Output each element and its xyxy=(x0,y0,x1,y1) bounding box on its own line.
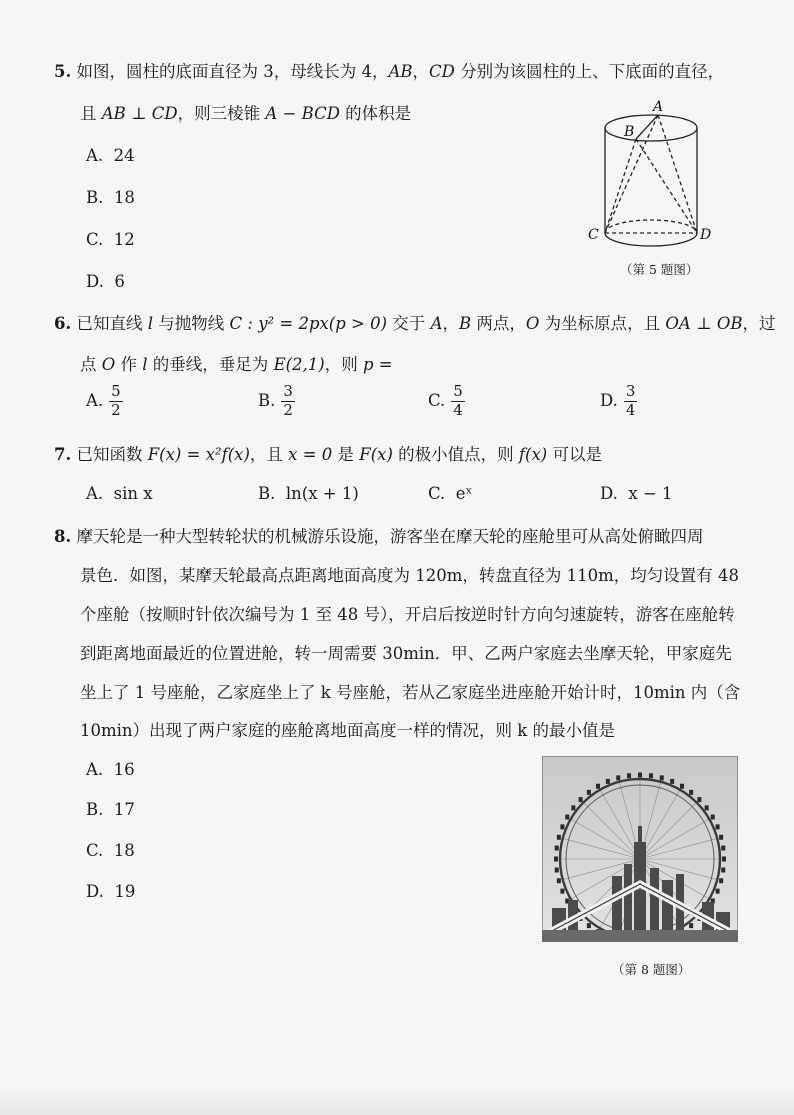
q7-option-d[interactable] xyxy=(600,484,673,503)
option-letter: A. xyxy=(86,390,104,410)
q6-line1 xyxy=(54,314,776,334)
q6-text: 两点， xyxy=(471,314,526,333)
wheel-cabin xyxy=(571,805,575,810)
q5-text: 且 xyxy=(80,104,102,123)
wheel-cabin xyxy=(721,867,725,872)
q6-math: O xyxy=(525,314,540,333)
wheel-cabin xyxy=(587,790,591,795)
q7-line1 xyxy=(54,445,602,465)
q6-text: 作 xyxy=(115,355,143,374)
fraction-denominator: 2 xyxy=(283,400,293,419)
wheel-cabin xyxy=(638,773,642,778)
q6-text: ，过 xyxy=(742,314,776,333)
q6-text: ，则 xyxy=(324,355,363,374)
q7-option-c[interactable] xyxy=(428,484,473,503)
q8-line3: 个座舱（按顺时针依次编号为 1 至 48 号），开启后按逆时针方向匀速旋转，游客在座舱转 xyxy=(80,605,735,624)
wheel-cabin xyxy=(560,824,564,829)
option-value: 17 xyxy=(113,800,135,819)
q8-line5: 坐上了 1 号座舱，乙家庭坐上了 k 号座舱，若从乙家庭坐进座舱开始计时，10min 内（含 xyxy=(80,683,741,702)
q6-option-c[interactable] xyxy=(428,384,465,419)
q8-line1 xyxy=(54,527,703,547)
q7-text: 已知函数 xyxy=(76,445,148,464)
option-value: x − 1 xyxy=(628,484,673,503)
wheel-cabin xyxy=(716,889,720,894)
option-letter: B. xyxy=(258,390,276,410)
page-bottom-edge xyxy=(0,1090,794,1115)
q6-text: 交于 xyxy=(387,314,431,333)
q6-line2 xyxy=(80,355,393,375)
wheel-cabin xyxy=(719,835,723,840)
fraction-denominator: 2 xyxy=(111,400,121,419)
q6-math: B xyxy=(458,314,472,333)
wheel-cabin xyxy=(557,835,561,840)
q8-text: 摩天轮是一种大型转轮状的机械游乐设施，游客坐在摩天轮的座舱里可从高处俯瞰四周 xyxy=(76,527,704,546)
wheel-cabin xyxy=(721,846,725,851)
q6-math: A xyxy=(430,314,443,333)
wheel-cabin xyxy=(711,815,715,820)
q8-number: 8. xyxy=(54,527,72,546)
q8-option-a[interactable] xyxy=(86,760,135,779)
option-letter: D. xyxy=(600,484,618,503)
option-value: sin x xyxy=(113,484,153,503)
q6-text: 为坐标原点，且 xyxy=(539,314,666,333)
option-letter: C. xyxy=(86,230,104,249)
q6-option-a[interactable] xyxy=(86,384,123,419)
q5-line2 xyxy=(80,104,411,124)
wheel-cabin xyxy=(660,775,664,780)
option-letter: B. xyxy=(86,800,104,819)
wheel-cabin xyxy=(689,923,693,928)
option-letter: B. xyxy=(86,188,104,207)
wheel-cabin xyxy=(565,815,569,820)
q6-option-b[interactable] xyxy=(258,384,295,419)
wheel-cabin xyxy=(555,867,559,872)
q5-option-b[interactable] xyxy=(86,188,135,207)
option-fraction xyxy=(451,384,465,419)
label-b: B xyxy=(624,124,635,140)
wheel-cabin xyxy=(554,857,558,862)
q8-line6: 10min）出现了两户家庭的座舱离地面高度一样的情况，则 k 的最小值是 xyxy=(80,721,616,740)
option-fraction xyxy=(109,384,123,419)
fraction-numerator: 3 xyxy=(625,382,636,400)
q7-math: F(x) xyxy=(359,445,393,464)
q5-text: 分别为该圆柱的上、下底面的直径， xyxy=(454,62,725,81)
option-letter: A. xyxy=(86,760,104,779)
wheel-cabin xyxy=(716,824,720,829)
ferris-wheel-photo xyxy=(542,756,738,942)
fraction-denominator: 4 xyxy=(453,400,463,419)
q5-text: ，则三棱锥 xyxy=(177,104,266,123)
q8-line4: 到距离地面最近的位置进舱，转一周需要 30min．甲、乙两户家庭去坐摩天轮，甲家庭先 xyxy=(80,644,732,663)
segment-ad xyxy=(658,115,697,233)
option-letter: B. xyxy=(258,484,276,503)
option-letter: C. xyxy=(428,484,446,503)
q5-line1 xyxy=(54,62,724,82)
bottom-back-arc xyxy=(605,220,697,233)
q7-math: F(x) = x²f(x) xyxy=(147,445,250,464)
q5-math: A − BCD xyxy=(265,104,340,123)
q6-text: 的垂线，垂足为 xyxy=(147,355,274,374)
cylinder-figure xyxy=(584,96,724,251)
option-value: 16 xyxy=(113,760,135,779)
option-letter: A. xyxy=(86,146,104,165)
option-fraction xyxy=(281,384,295,419)
fraction-numerator: 5 xyxy=(453,382,463,400)
option-value: 18 xyxy=(113,841,135,860)
segment-ab xyxy=(636,115,658,139)
segment-bc xyxy=(605,139,636,233)
wheel-cabin xyxy=(616,775,620,780)
q8-option-d[interactable] xyxy=(86,882,135,901)
wheel-cabin xyxy=(705,805,709,810)
label-a: A xyxy=(653,99,664,115)
wheel-cabin xyxy=(606,779,610,784)
wheel-cabin xyxy=(680,784,684,789)
label-c: C xyxy=(588,227,599,243)
option-letter: D. xyxy=(86,272,104,291)
q7-text: 的极小值点，则 xyxy=(392,445,519,464)
q5-math: AB ⊥ CD xyxy=(101,104,178,123)
wheel-cabin xyxy=(587,923,591,928)
option-value: ln(x + 1) xyxy=(285,484,359,503)
option-letter: D. xyxy=(600,390,618,410)
q7-text: ，且 xyxy=(249,445,289,464)
top-ellipse xyxy=(605,115,697,141)
q6-text: 与抛物线 xyxy=(153,314,230,333)
bottom-front-arc xyxy=(605,233,697,246)
option-value: 24 xyxy=(113,146,135,165)
wheel-cabin xyxy=(722,857,726,862)
option-letter: C. xyxy=(428,390,446,410)
q8-option-b[interactable] xyxy=(86,800,135,819)
q7-text: 可以是 xyxy=(547,445,602,464)
q5-math: CD xyxy=(429,62,455,81)
q8-figure-caption: （第 8 题图） xyxy=(612,962,691,977)
q6-math: l xyxy=(147,314,154,333)
q6-math: O xyxy=(101,355,116,374)
option-letter: C. xyxy=(86,841,104,860)
q6-text: 点 xyxy=(80,355,102,374)
fraction-numerator: 3 xyxy=(283,382,293,400)
q5-figure-caption: （第 5 题图） xyxy=(620,262,699,277)
q6-math: C : y² = 2px(p > 0) xyxy=(229,314,388,333)
wheel-cabin xyxy=(557,878,561,883)
option-value: 12 xyxy=(113,230,135,249)
option-value: eˣ xyxy=(455,484,473,503)
q5-number: 5. xyxy=(54,62,72,81)
wheel-cabin xyxy=(627,773,631,778)
q5-text: 如图，圆柱的底面直径为 3，母线长为 4， xyxy=(76,62,389,81)
q5-option-d[interactable] xyxy=(86,272,125,291)
q6-text: = xyxy=(373,355,393,374)
wheel-cabin xyxy=(689,790,693,795)
ground xyxy=(542,930,738,942)
q5-option-c[interactable] xyxy=(86,230,135,249)
q8-line2: 景色．如图，某摩天轮最高点距离地面高度为 120m，转盘直径为 110m，均匀设置有 48 xyxy=(80,566,740,585)
q7-option-a[interactable] xyxy=(86,484,153,503)
q5-math: AB xyxy=(388,62,413,81)
q7-math: x = 0 xyxy=(288,445,333,464)
label-d: D xyxy=(700,227,712,243)
q6-math: p xyxy=(362,355,374,374)
fraction-denominator: 4 xyxy=(625,400,636,419)
option-value: 6 xyxy=(114,272,125,291)
fraction-numerator: 5 xyxy=(111,382,121,400)
wheel-cabin xyxy=(560,889,564,894)
q6-math: l xyxy=(142,355,148,374)
q6-text: 已知直线 xyxy=(76,314,148,333)
q7-number: 7. xyxy=(54,445,72,464)
wheel-cabin xyxy=(579,797,583,802)
q7-option-b[interactable] xyxy=(258,484,359,503)
q6-option-d[interactable] xyxy=(600,384,637,419)
wheel-cabin xyxy=(649,773,653,778)
q6-math: E(2,1) xyxy=(273,355,325,374)
wheel-cabin xyxy=(596,784,600,789)
wheel-cabin xyxy=(555,846,559,851)
q6-number: 6. xyxy=(54,314,72,333)
q6-text: ， xyxy=(442,314,459,333)
option-letter: A. xyxy=(86,484,104,503)
wheel-cabin xyxy=(670,779,674,784)
option-letter: D. xyxy=(86,882,104,901)
q6-math: OA ⊥ OB xyxy=(665,314,743,333)
wheel-cabin xyxy=(719,878,723,883)
option-value: 19 xyxy=(114,882,136,901)
option-fraction xyxy=(624,384,638,419)
q5-option-a[interactable] xyxy=(86,146,135,165)
option-value: 18 xyxy=(113,188,135,207)
q5-text: ， xyxy=(412,62,430,81)
wheel-cabin xyxy=(697,797,701,802)
q7-text: 是 xyxy=(332,445,360,464)
q5-text: 的体积是 xyxy=(339,104,412,123)
q8-option-c[interactable] xyxy=(86,841,135,860)
segment-bd xyxy=(636,139,697,233)
q7-math: f(x) xyxy=(518,445,548,464)
